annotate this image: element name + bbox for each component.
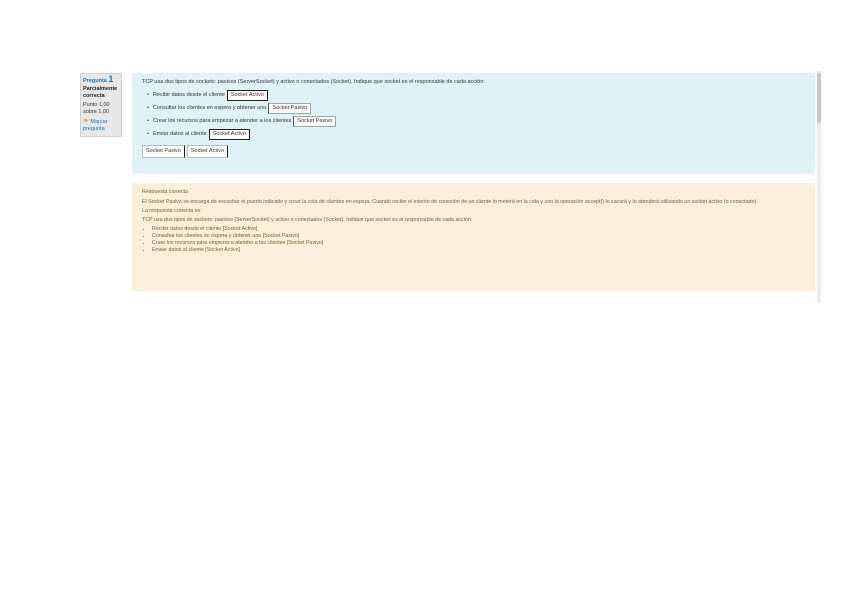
question-state: Parcialmente correcta <box>83 86 118 99</box>
drag-choice-socket-activo[interactable]: Socket Activo <box>187 145 228 158</box>
list-item: • Consultar los clientes en espera y obtener uno [Socket Pasivo] <box>152 233 805 240</box>
item-text: Crear los recursos para empezar a atender a los clientes <box>152 118 292 124</box>
drag-choices-tray <box>142 145 805 158</box>
item-text: Recibir datos desde el cliente <box>152 92 225 98</box>
question-grade: Punto 1,00 sobre 1,00 <box>83 102 110 115</box>
question-number-value: 1 <box>108 74 114 84</box>
feedback-panel <box>132 183 815 291</box>
bullet: • <box>147 118 149 124</box>
correct-answer-list <box>142 226 805 254</box>
flag-icon: ⚑ <box>83 119 89 125</box>
question-formulation <box>132 73 815 174</box>
question-label: Pregunta <box>83 78 107 84</box>
drop-zone[interactable]: Socket Pasivo <box>268 103 311 114</box>
item-text: Consultar los clientes en espera y obtener uno <box>152 105 267 111</box>
list-item <box>147 128 805 141</box>
flag-question-link[interactable] <box>83 119 119 133</box>
list-item: • Recibir datos desde el cliente [Socket Activo] <box>152 226 805 233</box>
flag-question-label: Marcar pregunta <box>83 119 108 132</box>
correct-answer-label: La respuesta correcta es: <box>142 208 202 214</box>
scrollbar-thumb[interactable] <box>817 73 821 123</box>
question-number <box>83 76 119 85</box>
list-item: • Crear los recursos para empezar a atender a los clientes [Socket Pasivo] <box>152 240 805 247</box>
drag-choice-socket-pasivo[interactable]: Socket Pasivo <box>142 145 185 158</box>
question-info-panel <box>80 73 122 137</box>
feedback-explanation: El Socket Pasivo se encarga de escuchar el puerto indicado y crear la cola de clientes en espera. Cuando recibe el intento de conexión de un cliente lo meterá en la cola y con la operación accept() lo sacará y lo atenderá utilizando un socket activo (o conectado). <box>142 199 758 205</box>
item-text: Enviar datos al cliente <box>152 131 207 137</box>
list-item: • Enviar datos al cliente [Socket Activo] <box>152 247 805 254</box>
correct-answer-text: TCP usa dos tipos de sockets: pasivos (ServerSocket) y activo o conectados (Socket). Indique que socket es el responsable de cada acción: <box>142 217 473 223</box>
drag-drop-items <box>142 89 805 141</box>
question-text: TCP usa dos tipos de sockets: pasivos (ServerSocket) y activo o conectados (Socket). Indique que socket es el responsable de cada acción: <box>142 79 485 85</box>
bullet: • <box>147 92 149 98</box>
scrollbar[interactable] <box>817 71 821 303</box>
list-item <box>147 102 805 115</box>
list-item <box>147 89 805 102</box>
feedback-heading: Respuesta correcta <box>142 189 188 195</box>
bullet: • <box>147 131 149 137</box>
list-item <box>147 115 805 128</box>
drop-zone[interactable]: Socket Pasivo <box>293 116 336 127</box>
bullet: • <box>147 105 149 111</box>
drop-zone[interactable]: Socket Activo <box>227 90 268 101</box>
drop-zone[interactable]: Socket Activo <box>209 129 250 140</box>
